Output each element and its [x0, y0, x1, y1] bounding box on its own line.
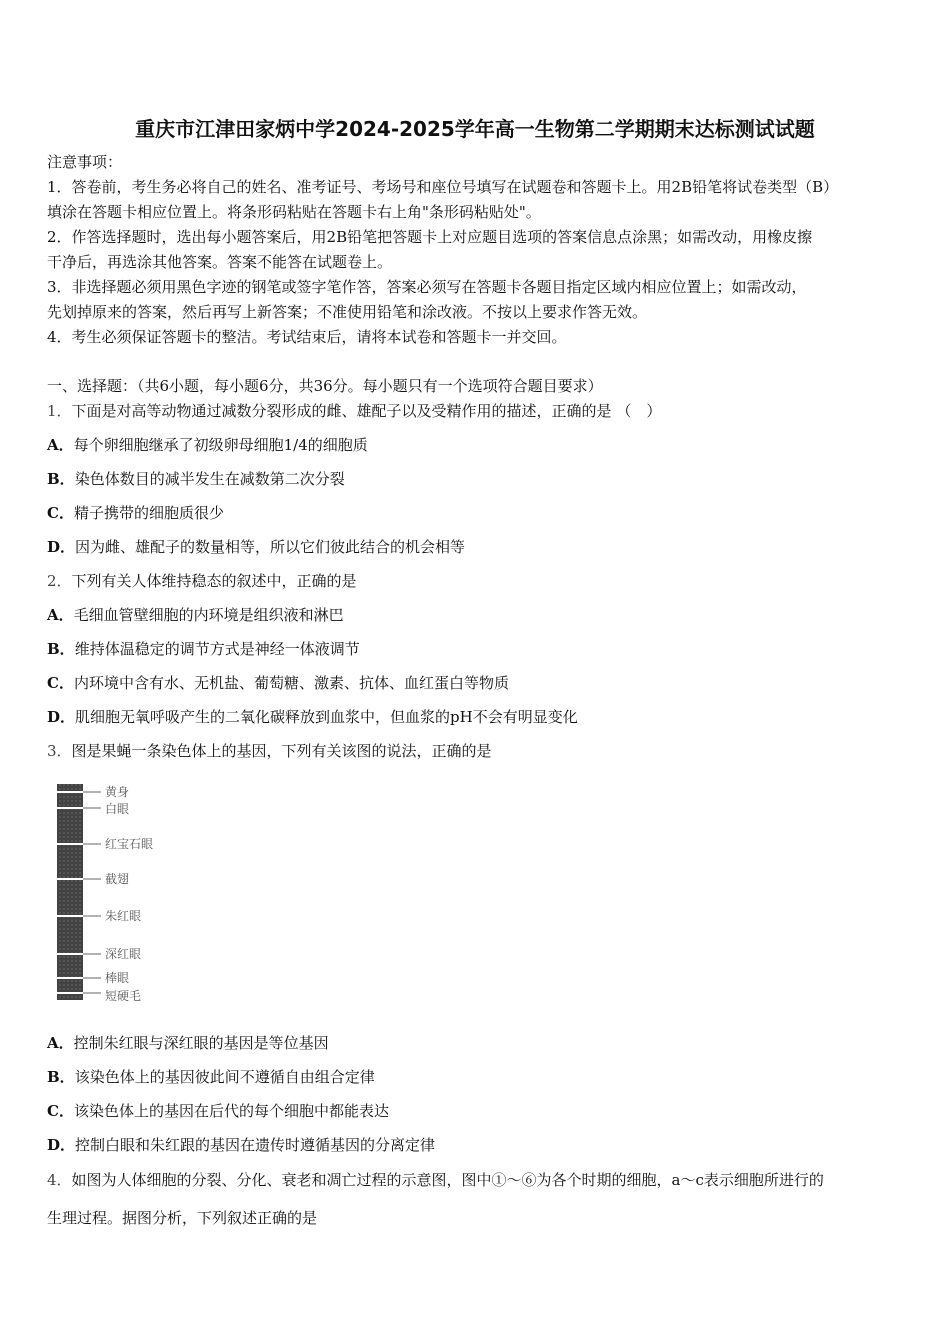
section-heading: 一、选择题：（共6小题，每小题6分，共36分。每小题只有一个选项符合题目要求）	[47, 377, 603, 395]
notice-heading: 注意事项：	[47, 153, 123, 171]
question-stem	[47, 741, 492, 761]
question-text: 下面是对高等动物通过减数分裂形成的雌、雄配子以及受精作用的描述，正确的是 （ ）	[71, 402, 662, 420]
option-label: B．	[47, 470, 75, 488]
option-text: 控制白眼和朱红跟的基因在遗传时遵循基因的分离定律	[75, 1136, 436, 1154]
question-number: 4．	[47, 1171, 72, 1189]
option-text: 毛细血管壁细胞的内环境是组织液和淋巴	[73, 606, 344, 624]
gene-label: 棒眼	[105, 971, 130, 985]
option-text: 内环境中含有水、无机盐、葡萄糖、激素、抗体、血红蛋白等物质	[73, 674, 509, 692]
gene-label: 深红眼	[105, 947, 142, 961]
option-label: C．	[47, 674, 74, 692]
option	[47, 673, 509, 693]
option	[47, 707, 578, 727]
option-label: B．	[47, 640, 75, 658]
gene-label: 短硬毛	[105, 989, 142, 1003]
notice-line: 4．考生必须保证答题卡的整洁。考试结束后，请将本试卷和答题卡一并交回。	[47, 328, 567, 346]
option-label: A．	[47, 1034, 74, 1052]
question-number: 3．	[47, 742, 72, 760]
option-label: A．	[47, 606, 74, 624]
notice-line: 2．作答选择题时，选出每小题答案后，用2B铅笔把答题卡上对应题目选项的答案信息点涂黑；如需改动，用橡皮擦	[47, 228, 813, 246]
option-text: 肌细胞无氧呼吸产生的二氧化碳释放到血浆中，但血浆的pH不会有明显变化	[75, 708, 578, 726]
option	[47, 1033, 329, 1053]
option-label: C．	[47, 504, 74, 522]
option	[47, 1101, 389, 1121]
notice-line: 1．答卷前，考生务必将自己的姓名、准考证号、考场号和座位号填写在试题卷和答题卡上。用2B铅笔将试卷类型（B）	[47, 178, 839, 196]
question-text: 如图为人体细胞的分裂、分化、衰老和凋亡过程的示意图，图中①～⑥为各个时期的细胞，a～c表示细胞所进行的	[71, 1171, 824, 1189]
notice-line: 3．非选择题必须用黑色字迹的钢笔或签字笔作答，答案必须写在答题卡各题目指定区域内相应位置上；如需改动，	[47, 278, 807, 296]
option	[47, 1067, 375, 1087]
question-stem	[47, 1170, 824, 1190]
option	[47, 503, 224, 523]
option	[47, 1135, 435, 1155]
option-label: D．	[47, 1136, 76, 1154]
option	[47, 537, 465, 557]
page-title: 重庆市江津田家炳中学2024-2025学年高一生物第二学期期末达标测试试题	[135, 117, 815, 141]
notice-line: 干净后，再选涂其他答案。答案不能答在试题卷上。	[47, 253, 393, 271]
option-text: 精子携带的细胞质很少	[73, 504, 224, 522]
chromosome-gene-diagram	[55, 780, 185, 1010]
option-label: A．	[47, 436, 74, 454]
question-stem-continued: 生理过程。据图分析，下列叙述正确的是	[47, 1209, 318, 1227]
gene-label: 白眼	[105, 802, 130, 816]
option	[47, 435, 368, 455]
question-number: 2．	[47, 572, 72, 590]
question-text: 图是果蝇一条染色体上的基因，下列有关该图的说法，正确的是	[71, 742, 492, 760]
question-stem	[47, 401, 661, 421]
option-text: 染色体数目的减半发生在减数第二次分裂	[74, 470, 345, 488]
option-label: D．	[47, 708, 76, 726]
option-text: 该染色体上的基因彼此间不遵循自由组合定律	[74, 1068, 375, 1086]
option-label: D．	[47, 538, 76, 556]
option-label: C．	[47, 1102, 74, 1120]
notice-line: 先划掉原来的答案，然后再写上新答案；不准使用铅笔和涂改液。不按以上要求作答无效。	[47, 303, 648, 321]
option	[47, 469, 345, 489]
gene-label: 截翅	[105, 872, 130, 886]
option-label: B．	[47, 1068, 75, 1086]
question-text: 下列有关人体维持稳态的叙述中，正确的是	[71, 572, 357, 590]
option	[47, 639, 360, 659]
gene-label: 黄身	[105, 785, 130, 799]
option-text: 每个卵细胞继承了初级卵母细胞1/4的细胞质	[73, 436, 368, 454]
gene-label: 朱红眼	[105, 909, 142, 923]
option-text: 控制朱红眼与深红眼的基因是等位基因	[73, 1034, 329, 1052]
gene-label: 红宝石眼	[105, 837, 154, 851]
question-number: 1．	[47, 402, 72, 420]
option-text: 维持体温稳定的调节方式是神经一体液调节	[74, 640, 360, 658]
option-text: 因为雌、雄配子的数量相等，所以它们彼此结合的机会相等	[75, 538, 466, 556]
option	[47, 605, 344, 625]
option-text: 该染色体上的基因在后代的每个细胞中都能表达	[73, 1102, 389, 1120]
question-stem	[47, 571, 357, 591]
notice-line: 填涂在答题卡相应位置上。将条形码粘贴在答题卡右上角"条形码粘贴处"。	[47, 203, 541, 221]
